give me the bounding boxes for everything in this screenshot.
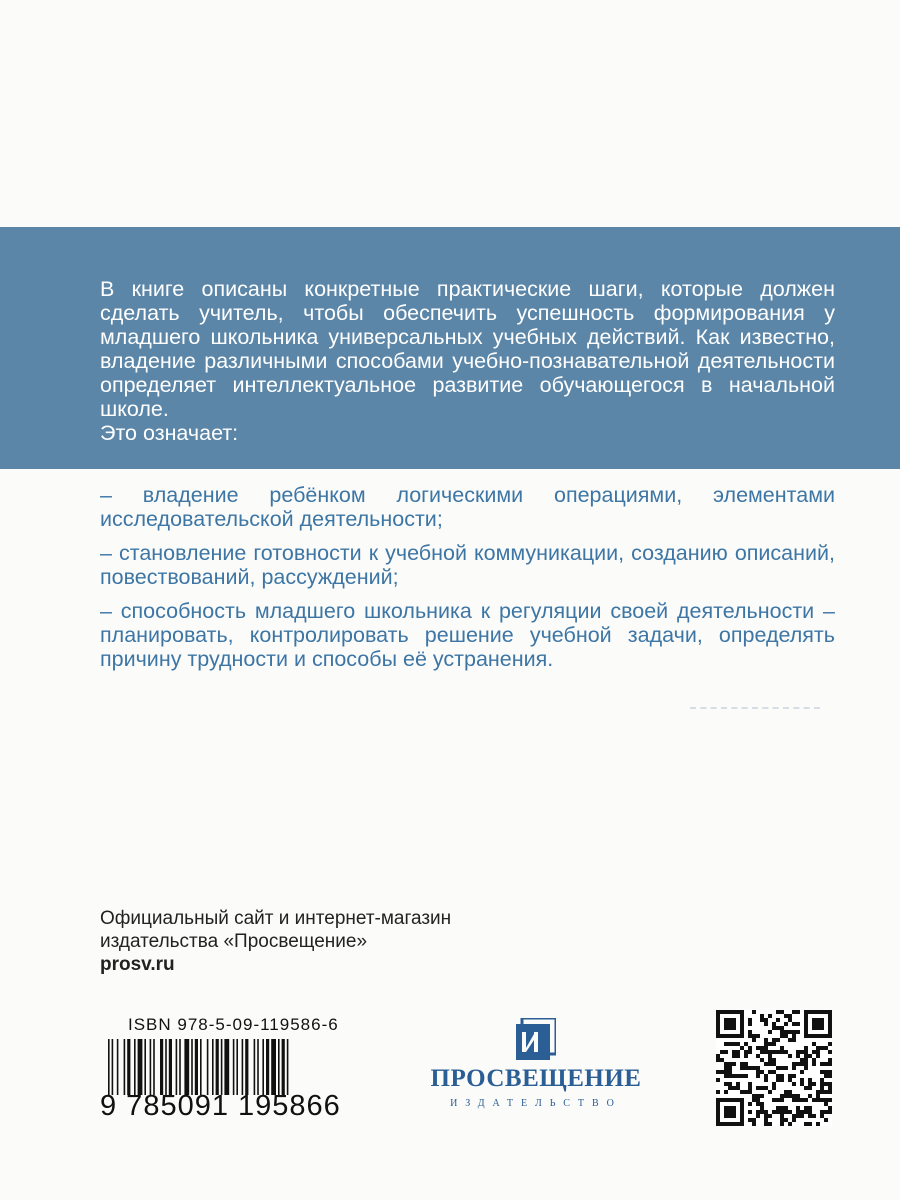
intro-line: В книге описаны конкретные практические шаги, которые	[100, 277, 743, 301]
barcode-bars	[106, 1039, 344, 1095]
intro-line: способами учебно-познавательной деятельности определяет	[100, 349, 835, 397]
bullet-line: исследовательской деятельности;	[100, 507, 443, 531]
bullet-list	[100, 483, 835, 681]
site-line-2: издательства «Просвещение»	[100, 931, 368, 952]
intro-line: Это означает:	[100, 421, 239, 445]
isbn-label: ISBN 978-5-09-119586-6	[128, 1015, 339, 1034]
bullet-line: – становление готовности к учебной коммуникации, созданию	[100, 541, 728, 565]
publisher-logo-mark-icon	[516, 1018, 556, 1062]
site-line-1: Официальный сайт и интернет-магазин	[100, 908, 452, 929]
intro-line: формирования у младшего школьника универсальных	[100, 301, 835, 349]
intro-line: должен сделать учитель, чтобы обеспечить успешность	[100, 277, 835, 325]
isbn-barcode	[100, 1015, 350, 1120]
bullet-line: деятельности – планировать, контролировать решение	[100, 599, 835, 647]
publisher-site-info	[100, 907, 451, 976]
barcode-digits: 9 785091 195866	[100, 1090, 341, 1122]
bullet-item	[100, 599, 835, 671]
bullet-line: её устранения.	[403, 647, 554, 671]
bullet-line: – способность младшего школьника к регуляции своей	[100, 599, 669, 623]
intro-line: интеллектуальное развитие обучающегося в начальной школе.	[100, 373, 835, 421]
site-url-link[interactable]: prosv.ru	[100, 954, 175, 975]
bullet-line: учебной задачи, определять причину трудности и способы	[100, 623, 835, 671]
bullet-line: описаний, повествований, рассуждений;	[100, 541, 835, 589]
qr-code-icon[interactable]	[716, 1010, 832, 1126]
intro-line: учебных действий. Как известно, владение различными	[100, 325, 835, 373]
publisher-logo-subtitle: ИЗДАТЕЛЬСТВО	[450, 1098, 622, 1109]
bullet-line: – владение ребёнком логическими операциями, элементами	[100, 483, 835, 507]
bullet-item	[100, 541, 835, 589]
publisher-logo-name: ПРОСВЕЩЕНИЕ	[430, 1065, 642, 1092]
intro-paragraph	[100, 277, 835, 445]
publisher-logo	[418, 1018, 658, 1113]
bullet-item	[100, 483, 835, 531]
decorative-divider	[690, 707, 820, 709]
